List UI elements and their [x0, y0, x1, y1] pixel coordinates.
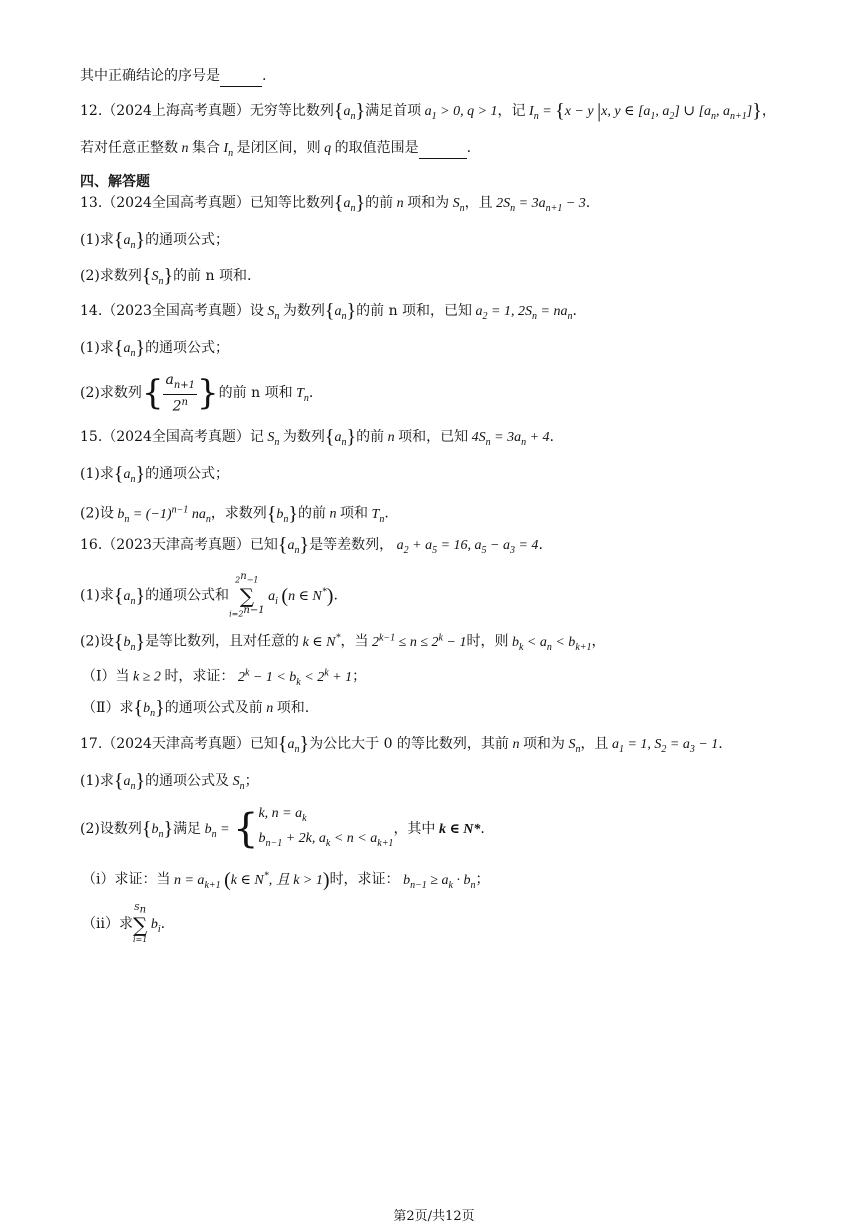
answer-line-11: 其中正确结论的序号是 . [80, 66, 266, 87]
answer-blank [220, 66, 262, 87]
question-17: 17.（2024天津高考真题）已知$\{a_n\}$为公比大于 0 的等比数列，其前 n 项和为 $S_n$，且 $a_1 = 1$, $S_2 = a_3 - 1$. [80, 733, 723, 755]
question-17-part-2: (2)设数列$\{b_n\}$满足 $b_n$ = { k, $n = a_k$ $b_{n-1} + 2k$, $a_k < n < a_{k+1}$ ，其中 k ∈ N*. [80, 806, 485, 852]
question-16-part-2: (2)设$\{b_n\}$是等比数列，且对任意的 k ∈ N*，当 $2^{k-1} \le n \le 2^k - 1$时，则 $b_k < a_n < b_{k+1}$， [80, 630, 606, 653]
question-16: 16.（2023天津高考真题）已知$\{a_n\}$是等差数列， $a_2 + a_5 = 16$, $a_5 - a_3 = 4$. [80, 534, 543, 556]
question-14-part-2: (2)求数列{ $\frac{a_{n+1}}{2^n}$ }的前 n 项和 $T_n$. [80, 372, 314, 415]
question-15-part-1: (1)求$\{a_n\}$的通项公式； [80, 463, 230, 485]
page-footer: 第2页/共12页 [393, 1209, 475, 1224]
question-13: 13.（2024全国高考真题）已知等比数列$\{a_n\}$的前 n 项和为 $S_n$，且 $2S_n = 3a_{n+1} - 3$. [80, 192, 591, 214]
question-15-part-2: (2)设 $b_n = (-1)^{n-1}$ $na_n$，求数列$\{b_n\}$的前 n 项和 $T_n$. [80, 502, 389, 525]
question-17-part-1: (1)求$\{a_n\}$的通项公式及 $S_n$； [80, 770, 259, 792]
question-17-sub-i: （ⅰ）求证：当 $n = a_{k+1}$ (k ∈ N*, 且 k > 1)时，求证： $b_{n-1} \ge a_k \cdot b_n$； [82, 868, 490, 891]
question-12-cont: 若对任意正整数 n 集合 $I_n$ 是闭区间，则 q 的取值范围是 . [80, 140, 472, 159]
question-13-part-2: (2)求数列$\{S_n\}$的前 n 项和. [80, 265, 252, 287]
question-14-part-1: (1)求$\{a_n\}$的通项公式； [80, 337, 230, 359]
section-heading: 四、解答题 [80, 174, 150, 190]
answer-blank [419, 138, 467, 159]
question-15: 15.（2024全国高考真题）记 $S_n$ 为数列$\{a_n\}$的前 n 项和，已知 $4S_n = 3a_n + 4$. [80, 426, 554, 448]
question-17-sub-ii: （ⅱ）求 $S_n$ ∑ i=1 $b_i$. [82, 902, 166, 945]
question-16-sub-i: （Ⅰ）当 k ≥ 2 时，求证： $2^k - 1 < b_k < 2^k + 1$； [82, 667, 367, 688]
question-16-part-1: (1)求$\{a_n\}$的通项公式和 $2^n-1$ ∑ $i=2^{n-1}$ $a_i$ (n ∈ N*). [80, 571, 338, 619]
question-12: 12.（2024上海高考真题）无穷等比数列$\{a_n\}$满足首项 $a_1 > 0$, q > 1，记 $I_n = \{x - y$ |x, y ∈ [$a_1$, $a_2$] ∪ [$a_n$, $a_{n+1}$]}， [80, 100, 776, 122]
question-13-part-1: (1)求$\{a_n\}$的通项公式； [80, 229, 230, 251]
question-14: 14.（2023全国高考真题）设 $S_n$ 为数列$\{a_n\}$的前 n 项和，已知 $a_2 = 1$, $2S_n = na_n$. [80, 300, 577, 322]
question-16-sub-ii: （Ⅱ）求$\{b_n\}$的通项公式及前 n 项和. [82, 697, 310, 719]
